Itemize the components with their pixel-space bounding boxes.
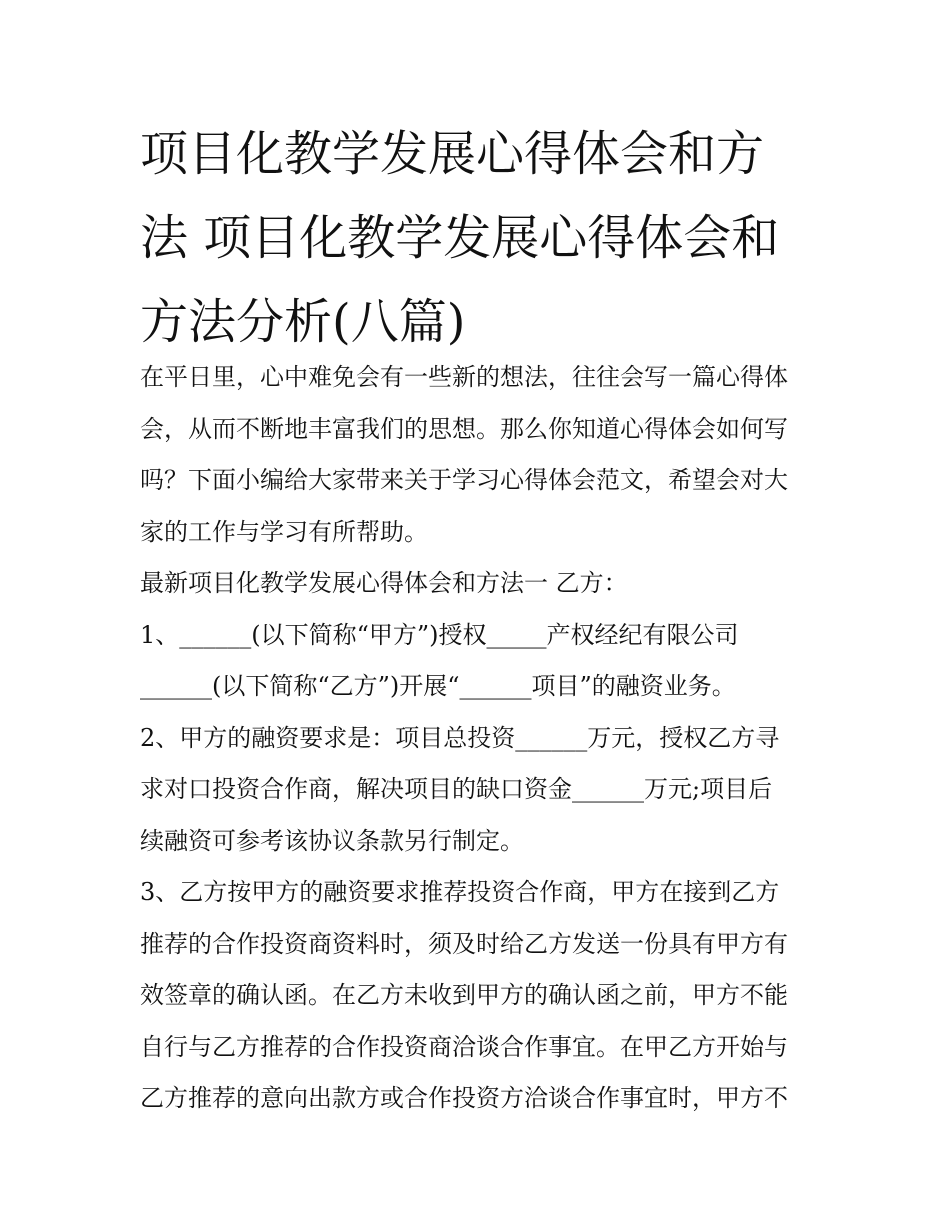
body-line-15: 乙方推荐的意向出款方或合作投资方洽谈合作事宜时，甲方不 <box>140 1084 788 1112</box>
title-line-2: 法 项目化教学发展心得体会和 <box>140 210 780 266</box>
body-line-7: ______(以下简称“乙方”)开展“______项目”的融资业务。 <box>140 672 736 700</box>
document-body <box>140 352 820 1125</box>
body-line-12: 推荐的合作投资商资料时，须及时给乙方发送一份具有甲方有 <box>140 929 788 958</box>
body-line-13: 效签章的确认函。在乙方未收到甲方的确认函之前，甲方不能 <box>140 981 788 1009</box>
body-line-10: 续融资可参考该协议条款另行制定。 <box>140 826 524 855</box>
body-line-11: 3、乙方按甲方的融资要求推荐投资合作商，甲方在接到乙方 <box>140 878 780 906</box>
body-line-8: 2、甲方的融资要求是：项目总投资______万元，授权乙方寻 <box>140 723 780 752</box>
document-title <box>140 112 820 364</box>
body-line-3: 吗？下面小编给大家带来关于学习心得体会范文，希望会对大 <box>140 466 788 494</box>
body-line-6: 1、______(以下简称“甲方”)授权_____产权经纪有限公司 <box>140 620 739 649</box>
body-line-1: 在平日里，心中难免会有一些新的想法，往往会写一篇心得体 <box>140 363 788 391</box>
body-line-14: 自行与乙方推荐的合作投资商洽谈合作事宜。在甲乙方开始与 <box>140 1032 788 1061</box>
body-line-5: 最新项目化教学发展心得体会和方法一 乙方： <box>140 569 628 597</box>
title-line-1: 项目化教学发展心得体会和方 <box>140 126 765 182</box>
body-line-9: 求对口投资合作商，解决项目的缺口资金______万元;项目后 <box>140 775 773 803</box>
body-line-2: 会，从而不断地丰富我们的思想。那么你知道心得体会如何写 <box>140 414 788 443</box>
title-line-3: 方法分析(八篇) <box>140 294 466 350</box>
body-line-4: 家的工作与学习有所帮助。 <box>140 517 428 546</box>
